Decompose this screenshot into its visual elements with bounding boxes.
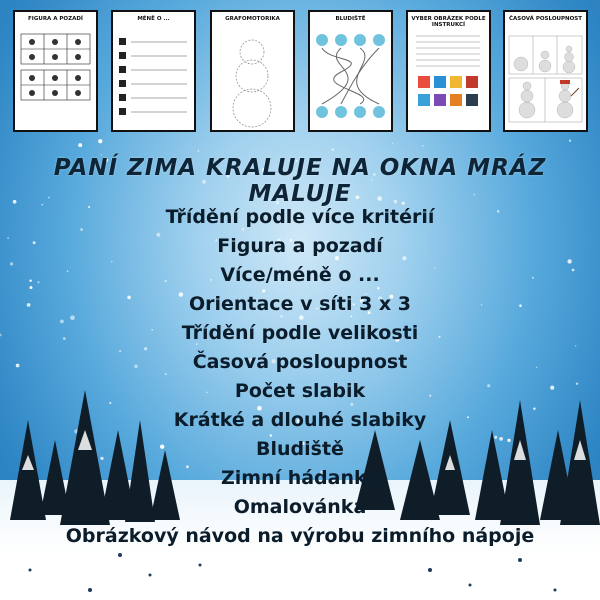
thumbnail-title: VYBER OBRÁZEK PODLE INSTRUKCÍ [411, 16, 486, 28]
snowman-outline-icon [212, 12, 293, 130]
topic-item: Omalovánka [233, 496, 367, 518]
worksheet-more-less-preview [113, 12, 194, 130]
snowman-sequence-icon [505, 12, 586, 130]
worksheet-thumbnail-figure-ground [13, 10, 98, 132]
worksheet-previews [0, 0, 600, 140]
worksheet-thumbnail-time-sequence [503, 10, 588, 132]
page-headline: PANÍ ZIMA KRALUJE NA OKNA MRÁZ MALUJE [53, 155, 547, 207]
maze-icon [310, 12, 391, 130]
topic-item: Třídění podle více kritérií [165, 206, 435, 228]
topic-item: Počet slabik [234, 380, 366, 402]
topic-item: Bludiště [256, 438, 344, 460]
worksheet-thumbnail-more-less [111, 10, 196, 132]
worksheet-figure-ground-preview [15, 12, 96, 130]
topic-item: Orientace v síti 3 x 3 [188, 293, 412, 315]
topic-item: Zimní hádanky [220, 467, 380, 489]
thumbnail-title: GRAFOMOTORIKA [225, 16, 280, 22]
topic-item: Figura a pozadí [217, 235, 383, 257]
thumbnail-title: MÉNĚ O ... [137, 16, 170, 22]
thumbnail-title: FIGURA A POZADÍ [28, 16, 83, 22]
topic-item: Obrázkový návod na výrobu zimního nápoje [65, 525, 535, 547]
winter-clothes-icon [408, 12, 489, 130]
worksheet-thumbnail-graphomotor [210, 10, 295, 132]
thumbnail-title: BLUDIŠTĚ [335, 16, 366, 22]
topic-item: Krátké a dlouhé slabiky [173, 409, 427, 431]
worksheet-thumbnail-maze [308, 10, 393, 132]
topic-item: Více/méně o ... [220, 264, 380, 286]
topic-item: Třídění podle velikosti [181, 322, 419, 344]
topic-item: Časová posloupnost [192, 351, 408, 373]
topic-list [0, 203, 600, 551]
thumbnail-title: ČASOVÁ POSLOUPNOST [509, 16, 582, 22]
worksheet-thumbnail-pick-by-instruction [406, 10, 491, 132]
